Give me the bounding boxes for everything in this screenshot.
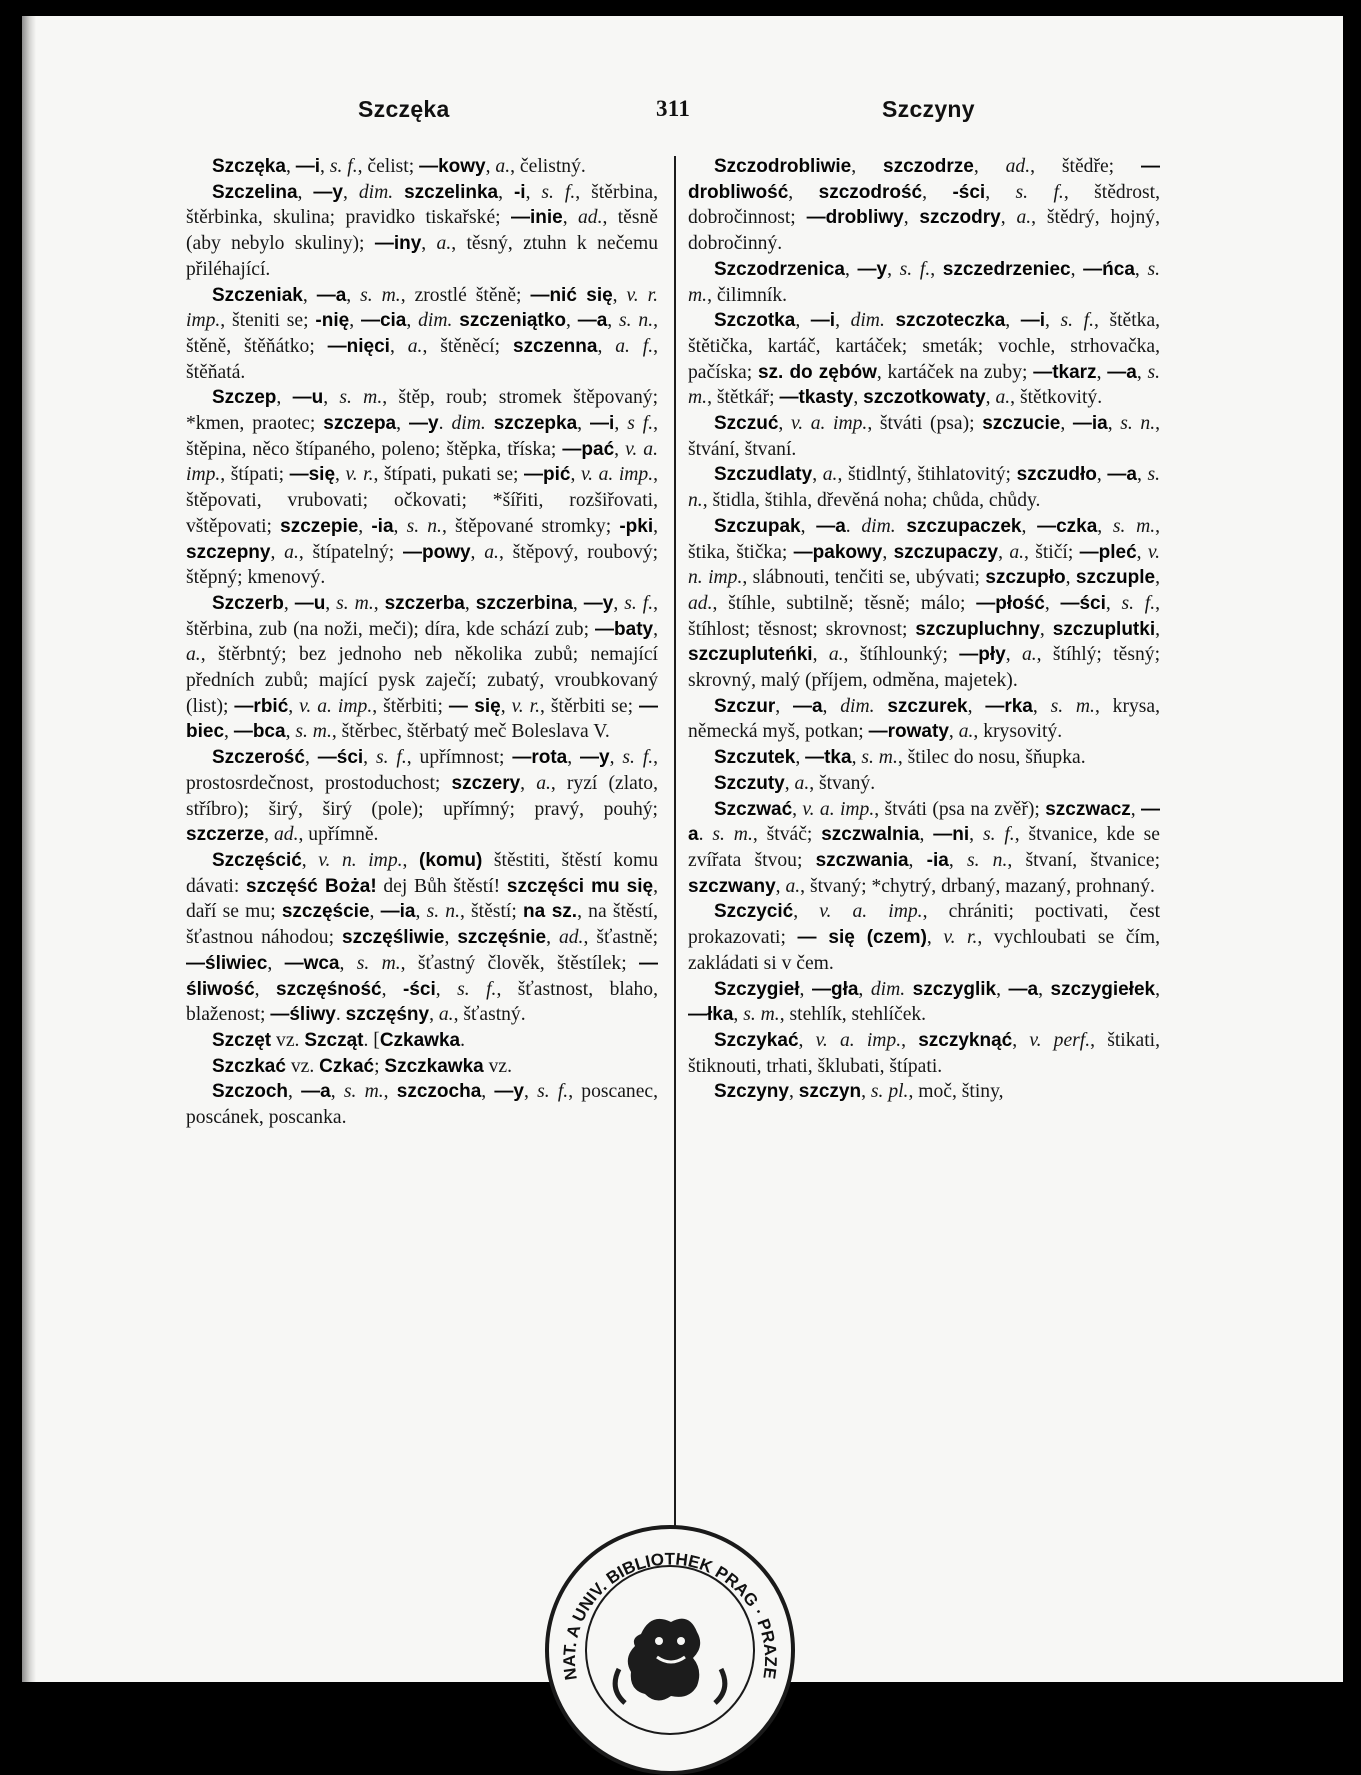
- page-edge-shadow: [22, 16, 36, 1682]
- dictionary-entry: Szczudlaty, a., štidlntý, štihlatovitý; szczudło, —a, s. n., štidla, štihla, dřevěná noha; chůda, chůdy.: [688, 464, 1161, 512]
- dictionary-entry: Szczodrobliwie, szczodrze, ad., štědře; —drobliwość, szczodrość, -ści, s. f., štědrost, dobročinnost; —drobliwy, szczodry, a., štědrý, hojný, dobročinný.: [688, 156, 1161, 255]
- header-guide-word-right: Szczyny: [882, 96, 975, 122]
- lion-emblem-icon: [615, 1619, 725, 1703]
- dictionary-entry: Szczygieł, —gła, dim. szczyglik, —a, szczygiełek, —łka, s. m., stehlík, stehlíček.: [688, 978, 1161, 1026]
- dictionary-entry: Szczupak, —a. dim. szczupaczek, —czka, s. m., štika, štička; —pakowy, szczupaczy, a., štičí; —pleć, v. n. imp., slábnouti, tenčiti se, ubývati; szczupło, szczuple, ad., štíhle, subtilně; těsně; málo; —płość, —ści, s. f., štíhlost; těsnost; skrovnost; szczupluchny, szczuplutki, szczupluteńki, a., štíhlounký; —pły, a., štíhlý; těsný; skrovný, malý (příjem, odměna, majetek).: [688, 515, 1161, 692]
- dictionary-entry: Szczerb, —u, s. m., szczerba, szczerbina, —y, s. f., štěrbina, zub (na noži, meči); díra, kde schází zub; —baty, a., štěrbntý; bez jednoho neb několika zubů; nemající předních zubů; mající pysk zaječí; zubatý, vroubkovaný (list); —rbić, v. a. imp., štěrbiti; — się, v. r., štěrbiti se; —biec, —bca, s. m., štěrbec, štěrbatý meč Boleslava V.: [186, 592, 659, 743]
- dictionary-entry: Szczyny, szczyn, s. pl., moč, štiny,: [714, 1081, 1004, 1103]
- stamp-graphic: [549, 1529, 791, 1771]
- library-stamp: [545, 1525, 795, 1775]
- dictionary-entry: Szczycić, v. a. imp., chrániti; poctivati, čest prokazovati; — się (czem), v. r., vychloubati se čím, zakládati si v čem.: [688, 901, 1161, 974]
- dictionary-entry: Szczuty, a., štvaný.: [714, 772, 876, 794]
- left-column: [186, 154, 658, 1131]
- header-guide-word-left: Szczęka: [358, 96, 450, 122]
- stamp-text: NAT. A UNIV. BIBLIOTHEK PRAG · PRAZE: [559, 1549, 781, 1682]
- dictionary-entry: Szczoch, —a, s. m., szczocha, —y, s. f., poscanec, poscánek, poscanka.: [186, 1081, 659, 1129]
- dictionary-entry: Szczęścić, v. n. imp., (komu) štěstiti, štěstí komu dávati: szczęść Boża! dej Bůh štěstí! szczęści mu się, daří se mu; szczęście, —ia, s. n., štěstí; na sz., na štěstí, šťastnou náhodou; szczęśliwie, szczęśnie, ad., šťastně; —śliwiec, —wca, s. m., šťastný člověk, štěstílek; —śliwość, szczęśność, -ści, s. f., šťastnost, blaho, blaženost; —śliwy. szczęśny, a., šťastný.: [186, 849, 659, 1026]
- dictionary-entry: Szczotka, —i, dim. szczoteczka, —i, s. f., štětka, štětička, kartáč, kartáček; smeták; vochle, strhovačka, pačíska; sz. do zębów, kartáček na zuby; —tkarz, —a, s. m., štětkář; —tkasty, szczotkowaty, a., štětkovitý.: [688, 310, 1161, 409]
- dictionary-entry: Szczkać vz. Czkać; Szczkawka vz.: [212, 1055, 513, 1077]
- dictionary-entry: Szczutek, —tka, s. m., štilec do nosu, šňupka.: [714, 747, 1086, 769]
- dictionary-entry: Szczuć, v. a. imp., štváti (psa); szczucie, —ia, s. n., štvání, štvaní.: [688, 413, 1161, 460]
- dictionary-entry: Szczodrzenica, —y, s. f., szczedrzeniec, —ńca, s. m., čilimník.: [688, 258, 1161, 306]
- right-column: [688, 154, 1160, 1105]
- dictionary-entry: Szczur, —a, dim. szczurek, —rka, s. m., krysa, německá myš, potkan; —rowaty, a., krysovitý.: [688, 695, 1160, 743]
- dictionary-entry: Szczykać, v. a. imp., szczyknąć, v. perf., štikati, štiknouti, trhati, šklubati, štípati.: [688, 1029, 1161, 1077]
- dictionary-entry: Szczeniak, —a, s. m., zrostlé štěně; —nić się, v. r. imp., šteniti se; -nię, —cia, dim. szczeniątko, —a, s. n., štěně, štěňátko; —nięci, a., štěněcí; szczenna, a. f., štěňatá.: [186, 284, 659, 383]
- page-number: 311: [656, 96, 691, 121]
- dictionary-entry: Szczwać, v. a. imp., štváti (psa na zvěř); szczwacz, —a. s. m., štváč; szczwalnia, —ni, s. f., štvanice, kde se zvířata štvou; szczwania, -ia, s. n., štvaní, štvanice; szczwany, a., štvaný; *chytrý, drbaný, mazaný, prohnaný.: [688, 798, 1161, 897]
- dictionary-entry: Szczelina, —y, dim. szczelinka, -i, s. f., štěrbina, štěrbinka, skulina; pravidko tiskařské; —inie, ad., těsně (aby nebylo skuliny); —iny, a., těsný, ztuhn k nečemu přiléhající.: [186, 181, 659, 280]
- dictionary-entry: Szczęka, —i, s. f., čelist; —kowy, a., čelistný.: [212, 156, 586, 177]
- dictionary-entry: Szczerość, —ści, s. f., upřímnost; —rota, —y, s. f., prostosrdečnost, prostoduchost; szczery, a., ryzí (zlato, stříbro); širý, širý (pole); upřímný; pravý, pouhý; szczerze, ad., upřímně.: [186, 747, 659, 846]
- column-divider: [674, 156, 676, 1762]
- dictionary-entry: Szczęt vz. Szcząt. [Czkawka.: [212, 1029, 465, 1051]
- dictionary-entry: Szczep, —u, s. m., štěp, roub; stromek štěpovaný; *kmen, praotec; szczepa, —y. dim. szczepka, —i, s f., štěpina, něco štípaného, poleno; štěpka, tříska; —pać, v. a. imp., štípati; —się, v. r., štípati, pukati se; —pić, v. a. imp., štěpovati, vrubovati; očkovati; *šířiti, rozšiřovati, vštěpovati; szczepie, -ia, s. n., štěpované stromky; -pki, szczepny, a., štípatelný; —powy, a., štěpový, roubový; štěpný; kmenový.: [186, 387, 659, 589]
